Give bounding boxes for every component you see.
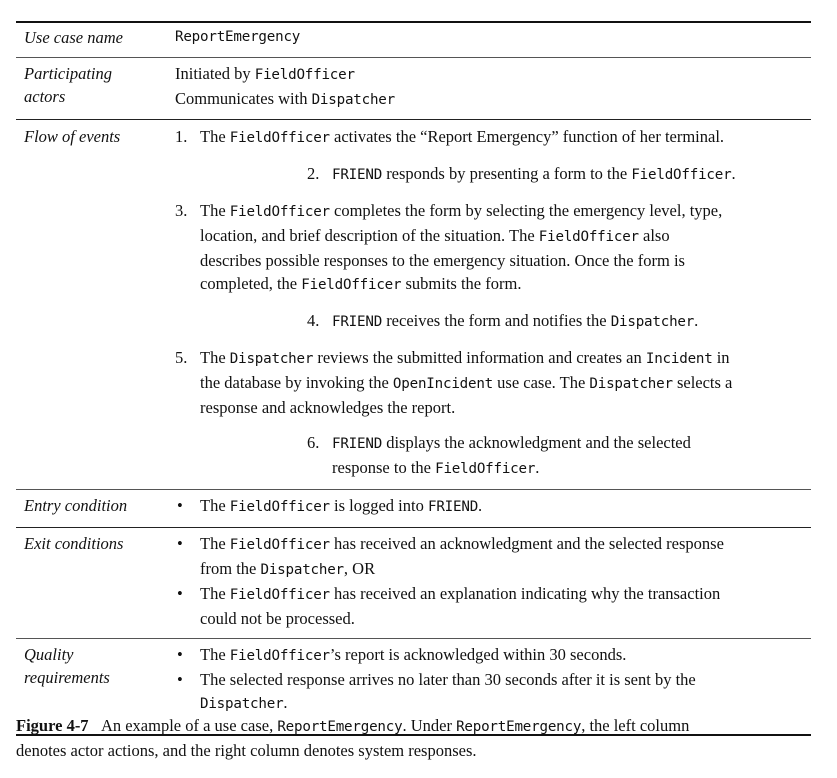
- text: .: [694, 311, 699, 330]
- text: .: [731, 164, 736, 183]
- figure-number: Figure 4-7: [16, 716, 89, 735]
- bullet-item: [175, 668, 811, 716]
- caption-text: [101, 716, 689, 735]
- actor-prefix: Communicates with: [175, 89, 312, 108]
- bullet-icon: •: [177, 534, 183, 553]
- row-use-case-name: [16, 23, 811, 57]
- text-line: [332, 162, 811, 187]
- figure-caption: [16, 714, 816, 762]
- text: completed, the: [200, 274, 302, 293]
- text-line: [200, 346, 811, 371]
- bullet-item: [175, 643, 811, 668]
- step-number: 4.: [307, 311, 320, 330]
- code-term: FieldOfficer: [229, 587, 330, 603]
- step-text: [200, 199, 811, 297]
- bullet-text: [200, 532, 724, 582]
- text: activates the “Report Emergency” function of her terminal.: [329, 127, 725, 146]
- text: location, and brief description of the situation. The: [200, 226, 539, 245]
- actor-name: FieldOfficer: [254, 67, 355, 83]
- bullet-item: [175, 532, 811, 582]
- text: , OR: [343, 559, 376, 578]
- code-term: FieldOfficer: [229, 648, 330, 664]
- actor-name: Dispatcher: [311, 92, 395, 108]
- text-line: [200, 668, 696, 691]
- text: submits the form.: [401, 274, 522, 293]
- text: reviews the submitted information and creates an: [313, 348, 646, 367]
- text-line: [200, 199, 811, 224]
- code-term: Dispatcher: [610, 314, 695, 330]
- text-line: [200, 494, 482, 519]
- text: has received an explanation indicating why the transaction: [329, 584, 721, 603]
- text-line: [200, 607, 720, 630]
- row-exit-conditions: [16, 528, 811, 638]
- text: has received an acknowledgment and the selected response: [329, 534, 724, 553]
- text-line: [200, 371, 811, 396]
- code-term: FRIEND: [332, 314, 383, 330]
- entry-bullets: [175, 494, 811, 519]
- code-term: FRIEND: [427, 499, 479, 515]
- label-line: actors: [24, 87, 66, 106]
- text: displays the acknowledgment and the selected: [382, 433, 691, 452]
- text: The: [200, 645, 230, 664]
- code-term: FieldOfficer: [229, 130, 330, 146]
- code-term: ReportEmergency: [277, 719, 403, 735]
- text: is logged into: [329, 496, 428, 515]
- step-text: [332, 162, 811, 187]
- bullet-text: [200, 643, 626, 668]
- code-term: Dispatcher: [260, 562, 344, 578]
- text: . Under: [402, 716, 457, 735]
- text-line: [200, 532, 724, 557]
- row-label: [16, 62, 175, 112]
- row-flow-of-events: [16, 120, 811, 489]
- row-label: Exit conditions: [24, 534, 124, 553]
- text: .: [283, 693, 288, 712]
- bullet-item: [175, 582, 811, 630]
- actor-action-step: [175, 199, 811, 297]
- step-number: 5.: [175, 348, 188, 367]
- text-line: [200, 557, 724, 582]
- text: .: [478, 496, 483, 515]
- text-line: [200, 125, 811, 150]
- step-text: [332, 309, 811, 334]
- row-label: Flow of events: [24, 127, 121, 146]
- text: The: [200, 201, 230, 220]
- row-entry-condition: [16, 490, 811, 527]
- code-term: FRIEND: [332, 436, 383, 452]
- actor-action-step: [175, 125, 811, 150]
- text: , the left column: [581, 716, 690, 735]
- actor-prefix: Initiated by: [175, 64, 255, 83]
- text: receives the form and notifies the: [382, 311, 611, 330]
- code-term: Dispatcher: [229, 351, 314, 367]
- code-term: OpenIncident: [392, 376, 494, 392]
- code-term: FieldOfficer: [631, 167, 732, 183]
- text: could not be processed.: [200, 609, 355, 628]
- step-text: [332, 431, 811, 481]
- step-text: [200, 346, 811, 419]
- text: describes possible responses to the emergency situation. Once the form is: [200, 251, 685, 270]
- exit-bullets: [175, 532, 811, 630]
- text: The: [200, 584, 230, 603]
- actor-action-step: [175, 346, 811, 419]
- row-label: Use case name: [24, 28, 123, 47]
- code-term: Incident: [645, 351, 713, 367]
- bullet-text: [200, 494, 482, 519]
- quality-bullets: [175, 643, 811, 716]
- code-term: ReportEmergency: [456, 719, 582, 735]
- code-term: FieldOfficer: [229, 204, 330, 220]
- bullet-icon: •: [177, 645, 183, 664]
- system-response-step: [307, 309, 811, 334]
- label-line: Participating: [24, 64, 112, 83]
- text: The: [200, 496, 230, 515]
- caption-line: [16, 739, 816, 762]
- text-line: [200, 272, 811, 297]
- text: the database by invoking the: [200, 373, 393, 392]
- bullet-icon: •: [177, 584, 183, 603]
- text-line: [200, 643, 626, 668]
- flow-steps: [175, 125, 811, 481]
- label-line: requirements: [24, 668, 110, 687]
- code-term: FRIEND: [332, 167, 383, 183]
- actor-communicates: [175, 87, 811, 112]
- text: The: [200, 127, 230, 146]
- step-number: 2.: [307, 164, 320, 183]
- text: completes the form by selecting the emergency level, type,: [329, 201, 723, 220]
- text: responds by presenting a form to the: [382, 164, 632, 183]
- code-term: Dispatcher: [589, 376, 673, 392]
- text: An example of a use case,: [100, 716, 278, 735]
- text: use case. The: [493, 373, 590, 392]
- text: The selected response arrives no later than 30 seconds after it is sent by the: [200, 670, 696, 689]
- row-label: [16, 643, 175, 716]
- step-number: 3.: [175, 201, 188, 220]
- step-text: [200, 125, 811, 150]
- use-case-name-value: ReportEmergency: [175, 29, 301, 45]
- code-term: FieldOfficer: [538, 229, 639, 245]
- text: response and acknowledges the report.: [200, 398, 456, 417]
- code-term: Dispatcher: [200, 696, 284, 712]
- step-number: 6.: [307, 433, 320, 452]
- text-line: [200, 249, 811, 272]
- label-line: Quality: [24, 645, 74, 664]
- text: The: [200, 348, 230, 367]
- text-line: [200, 396, 811, 419]
- text: in: [712, 348, 730, 367]
- system-response-step: [307, 431, 811, 481]
- text-line: [332, 309, 811, 334]
- text-line: [200, 582, 720, 607]
- use-case-table: [16, 21, 811, 736]
- code-term: FieldOfficer: [229, 537, 330, 553]
- text-line: [200, 691, 696, 716]
- bullet-item: [175, 494, 811, 519]
- code-term: FieldOfficer: [435, 461, 536, 477]
- text: .: [535, 458, 540, 477]
- bullet-icon: •: [177, 496, 183, 515]
- row-label: Entry condition: [24, 496, 128, 515]
- bullet-text: [200, 582, 720, 630]
- row-participating-actors: [16, 58, 811, 119]
- step-number: 1.: [175, 127, 188, 146]
- text-line: [200, 224, 811, 249]
- text: denotes actor actions, and the right column denotes system responses.: [16, 741, 477, 760]
- actor-initiated: [175, 62, 811, 87]
- system-response-step: [307, 162, 811, 187]
- code-term: FieldOfficer: [229, 499, 330, 515]
- bullet-icon: •: [177, 670, 183, 689]
- text: from the: [200, 559, 261, 578]
- text: The: [200, 534, 230, 553]
- text: response to the: [332, 458, 436, 477]
- bullet-text: [200, 668, 696, 716]
- caption-line: [16, 714, 816, 739]
- text: also: [638, 226, 670, 245]
- text-line: [332, 431, 811, 456]
- text: selects a: [672, 373, 733, 392]
- code-term: FieldOfficer: [301, 277, 402, 293]
- actors-list: [175, 62, 811, 112]
- text: ’s report is acknowledged within 30 seconds.: [329, 645, 627, 664]
- text-line: [332, 456, 811, 481]
